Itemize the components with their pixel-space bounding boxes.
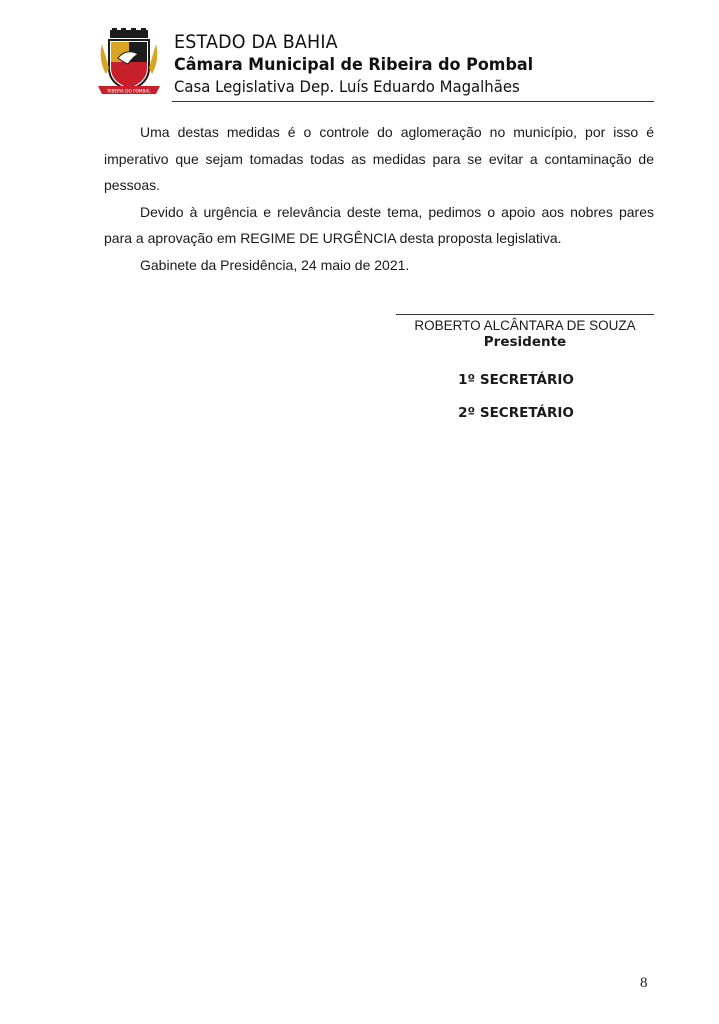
page-number: 8 <box>640 975 648 991</box>
logo-banner-text: RIBEIRA DO POMBAL <box>107 88 151 94</box>
paragraph-measures: Uma destas medidas é o controle do aglomeração no município, por isso é imperativo que sejam tomadas todas as medidas para se evitar a contaminação de pessoas. <box>104 124 654 193</box>
header-divider <box>172 101 654 102</box>
president-signature-block <box>396 314 654 351</box>
signature-line <box>396 314 654 315</box>
header-text-block <box>174 30 658 98</box>
document-header <box>96 24 658 104</box>
document-body <box>104 119 654 278</box>
paragraph-date-place: Gabinete da Presidência, 24 maio de 2021. <box>140 256 410 273</box>
paragraph-urgency: Devido à urgência e relevância deste tema, pedimos o apoio aos nobres pares para a aprovação em REGIME DE URGÊNCIA desta proposta legislativa. <box>104 203 654 246</box>
second-secretary-label: 2º SECRETÁRIO <box>458 405 574 421</box>
signatory-name: ROBERTO ALCÂNTARA DE SOUZA <box>414 318 636 333</box>
signatory-role: Presidente <box>483 334 567 350</box>
chamber-name: Câmara Municipal de Ribeira do Pombal <box>174 55 534 75</box>
legislative-house-name: Casa Legislativa Dep. Luís Eduardo Magalhães <box>174 77 520 96</box>
state-name: ESTADO DA BAHIA <box>174 31 338 53</box>
coat-of-arms-icon <box>96 28 162 98</box>
first-secretary-label: 1º SECRETÁRIO <box>458 372 574 388</box>
municipal-coat-of-arms-logo <box>96 28 162 98</box>
